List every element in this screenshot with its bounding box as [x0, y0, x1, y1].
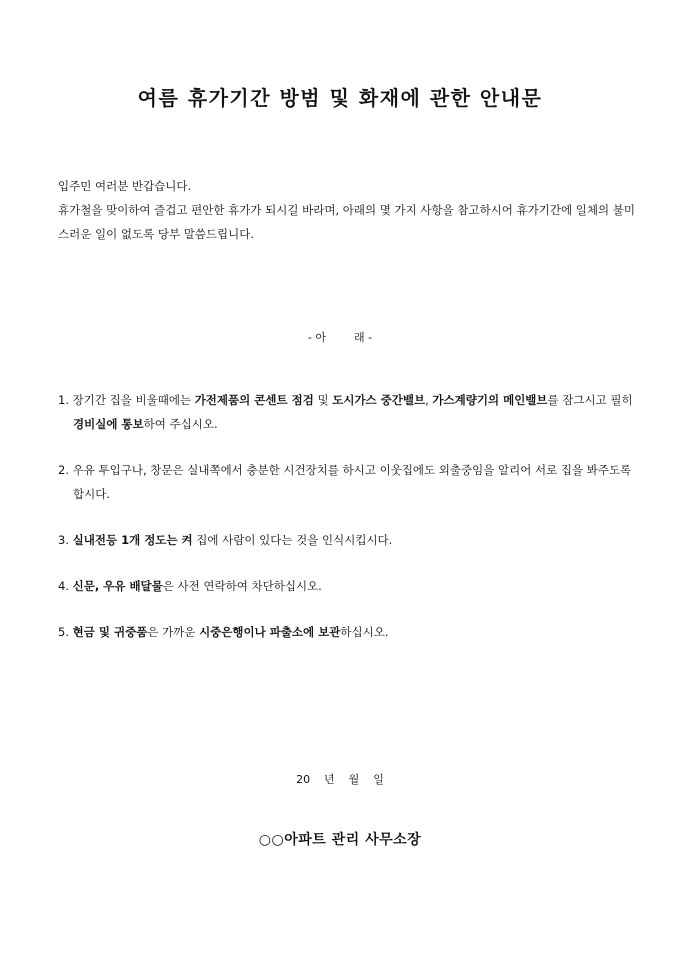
notice-item: [58, 528, 638, 552]
item-emphasis-text: 실내전등 1개 정도는 켜: [72, 533, 193, 547]
item-text: ,: [425, 393, 433, 407]
item-emphasis-text: 경비실에 통보: [73, 417, 144, 431]
document-title: 여름 휴가기간 방범 및 화재에 관한 안내문: [137, 86, 543, 110]
item-text: 하십시오.: [340, 625, 389, 639]
item-text: 및: [313, 393, 333, 407]
item-number: 4.: [58, 579, 73, 593]
notice-items-list: [58, 388, 638, 666]
greeting-text: 입주민 여러분 반갑습니다.: [58, 179, 192, 193]
item-emphasis-text: 현금 및 귀중품: [72, 625, 148, 639]
date-line: 20 년 월 일: [296, 773, 384, 786]
item-number: 3.: [58, 533, 73, 547]
item-emphasis-text: 시중은행이나 파출소에 보관: [199, 625, 341, 639]
item-text: 은 사전 연락하여 차단하십시오.: [162, 579, 322, 593]
item-number: 5.: [58, 625, 73, 639]
item-text: 장기간 집을 비울때에는: [72, 393, 195, 407]
item-emphasis-text: 가전제품의 콘센트 점검: [194, 393, 314, 407]
notice-item: [58, 620, 638, 644]
item-text: 은 가까운: [147, 625, 200, 639]
item-emphasis-text: 도시가스 중간밸브: [332, 393, 426, 407]
item-text: 집에 사람이 있다는 것을 인식시킵시다.: [192, 533, 393, 547]
item-number: 2.: [58, 463, 73, 477]
notice-item: [58, 574, 638, 598]
intro-paragraph: 휴가철을 맞이하여 즐겁고 편안한 휴가가 되시길 바라며, 아래의 몇 가지 사항을 참고하시어 휴가기간에 일체의 불미스러운 일이 없도록 당부 말씀드립니다.: [58, 203, 635, 241]
section-marker: - 아 래 -: [307, 331, 373, 344]
item-emphasis-text: 가스계량기의 메인밸브: [432, 393, 548, 407]
item-text: 를 잠그시고 필히: [547, 393, 633, 407]
notice-item: [58, 388, 638, 436]
item-emphasis-text: 신문, 우유 배달물: [72, 579, 163, 593]
item-number: 1.: [58, 393, 73, 407]
intro-section: [58, 174, 638, 246]
item-text: 하여 주십시오.: [143, 417, 218, 431]
signature: ○○아파트 관리 사무소장: [258, 832, 422, 848]
notice-item: [58, 458, 638, 506]
item-text: 우유 투입구나, 창문은 실내쪽에서 충분한 시건장치를 하시고 이웃집에도 외출중임을 알리어 서로 집을 봐주도록 합시다.: [72, 463, 632, 501]
